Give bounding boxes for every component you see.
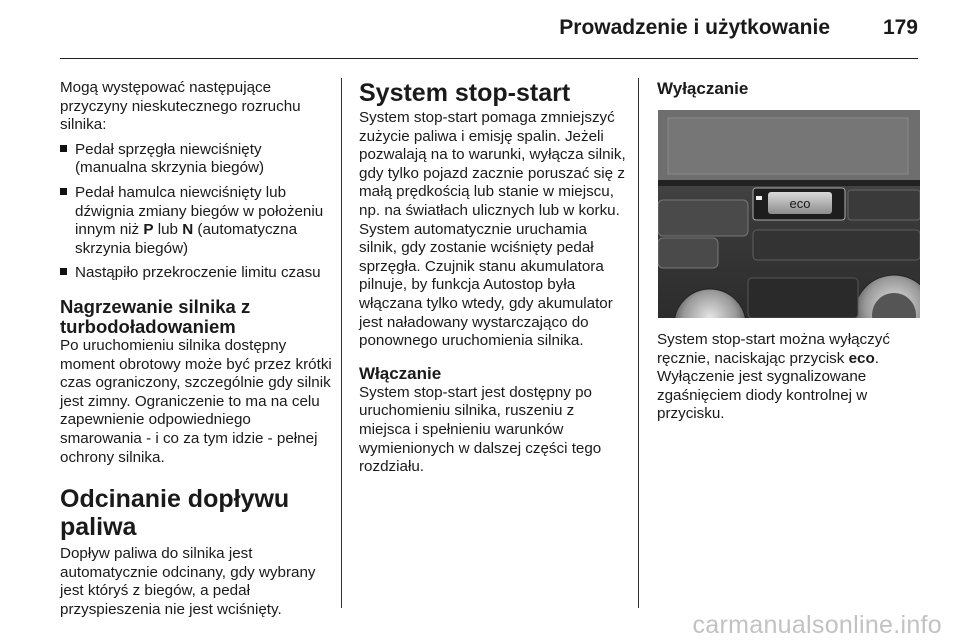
gear-p-label: P — [143, 221, 154, 239]
column-divider-2 — [638, 78, 639, 608]
eco-label: eco — [789, 196, 811, 211]
list-item — [60, 184, 332, 258]
watermark: carmanualsonline.info — [692, 611, 942, 639]
list-item-text: Pedał sprzęgła niewciśnięty (manualna skrzynia biegów) — [75, 140, 265, 177]
heading-turbo: Nagrzewanie silnika z turbodoładowaniem — [60, 295, 251, 337]
stop-start-text: System stop-start pomaga zmniejszyć zużycie paliwa i emisję spalin. Jeżeli pozwalają na to warunki, wyłącza silnik, gdy tylko pojazd zacznie poruszać się z małą prędkością lub stanie w miejscu, np. na światłach ulicznych lub w korku. System automatycznie uruchamia silnik, gdy zostanie wciśnięty pedał sprzęgła. Czujnik stanu akumulatora pilnuje, by funkcja Autostop była włączana tylko wtedy, gdy akumulator jest naładowany wystarczająco do ponownego uruchomienia silnika. — [359, 109, 626, 350]
disabling-text: System stop-start można wyłączyć ręcznie, naciskając przycisk eco. Wyłączenie jest sygnalizowane zgaśnięciem diody kontrolnej w przycisku. — [657, 331, 890, 423]
fuel-cutoff-text: Dopływ paliwa do silnika jest automatycznie odcinany, gdy wybrany jest któryś z biegów, a pedał przyspieszenia nie jest wciśnięty. — [60, 545, 316, 618]
list-item-text: Pedał hamulca niewciśnięty lub dźwignia zmiany biegów w położeniu innym niż P lub N (automatyczna skrzynia biegów) — [75, 183, 324, 257]
list-item-text: Nastąpiło przekroczenie limitu czasu — [75, 264, 321, 282]
page-header-title: Prowadzenie i użytkowanie — [559, 16, 830, 39]
eco-button-photo — [658, 110, 920, 318]
heading-enabling: Włączanie — [359, 363, 442, 383]
heading-stop-start: System stop-start — [359, 79, 571, 107]
heading-fuel-cutoff: Odcinanie dopływu paliwa — [60, 485, 290, 542]
heading-disabling: Wyłączanie — [657, 79, 749, 98]
page-number: 179 — [882, 16, 918, 39]
bullet-square-icon — [60, 188, 67, 195]
intro-text: Mogą występować następujące przyczyny nieskutecznego rozruchu silnika: — [60, 79, 301, 134]
gear-n-label: N — [182, 221, 194, 239]
list-item — [60, 264, 332, 283]
eco-button-label: eco — [848, 349, 875, 367]
bullet-square-icon — [60, 268, 67, 275]
enabling-text: System stop-start jest dostępny po uruchomieniu silnika, ruszeniu z miejsca i spełnieniu warunków wymienionych w dalszej części tego rozdziału. — [359, 383, 602, 476]
column-divider-1 — [341, 78, 342, 608]
list-item — [60, 141, 332, 178]
column-2 — [359, 79, 629, 477]
column-1 — [60, 79, 332, 619]
header-rule — [60, 58, 918, 59]
turbo-text: Po uruchomieniu silnika dostępny moment obrotowy może być przez krótki czas ograniczony, szczególnie gdy silnik jest zimny. Ograniczenie to ma na celu zapewnienie odpowiedniego smarowania - i co za tym idzie - pełnej ochrony silnika. — [60, 336, 332, 466]
dashboard-illustration — [658, 110, 920, 318]
column-3 — [657, 331, 919, 424]
causes-list — [60, 141, 332, 283]
bullet-square-icon — [60, 145, 67, 152]
